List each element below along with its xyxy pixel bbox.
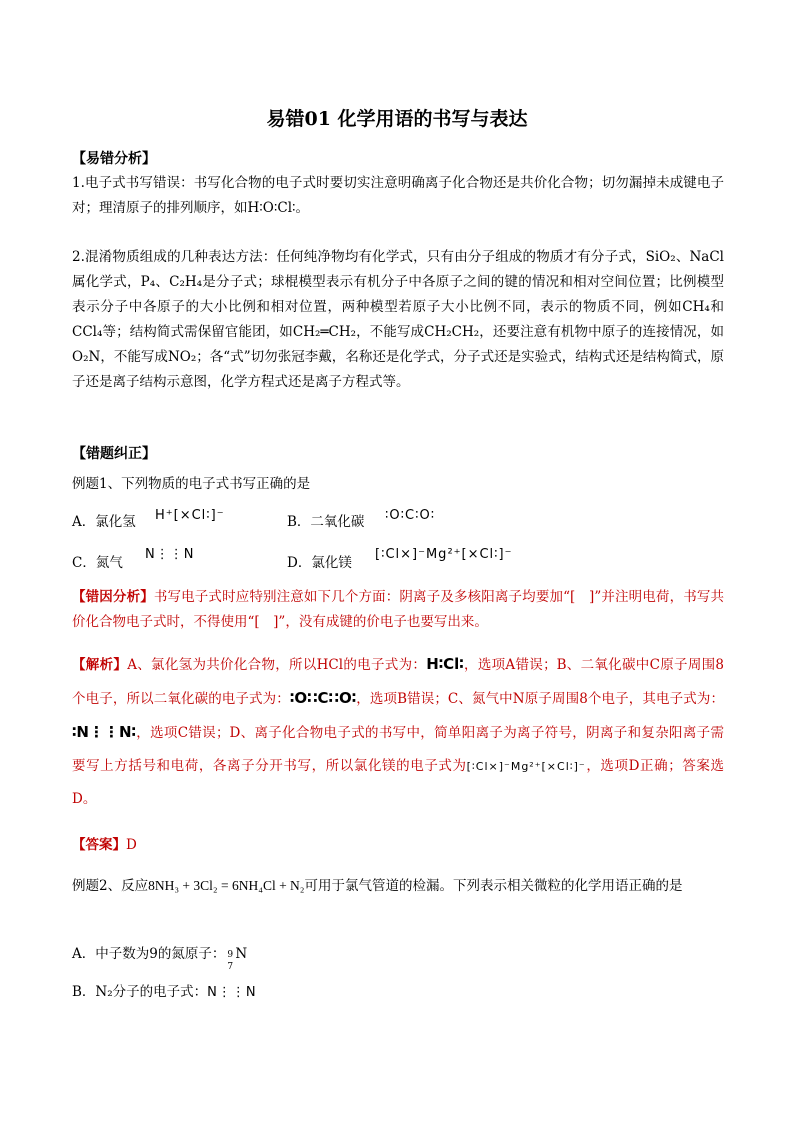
analysis-heading: 【易错分析】 bbox=[72, 151, 156, 167]
ex1-option-b-formula: ∶O∶C∶O∶ bbox=[385, 508, 436, 523]
ex1-option-a-formula: H⁺[×Cl∶]⁻ bbox=[155, 508, 225, 523]
ex1-option-b-label: B．二氧化碳 bbox=[287, 514, 365, 530]
ex2-option-a-label: A．中子数为9的氮原子： bbox=[72, 946, 226, 962]
ex2-option-b bbox=[72, 980, 257, 1000]
ex2-question-suffix: 可用于氯气管道的检漏。下列表示相关微粒的化学用语正确的是 bbox=[304, 878, 683, 894]
mass-number: 9 bbox=[227, 950, 234, 960]
answer-value: D bbox=[126, 837, 137, 853]
cause-text: 书写电子式时应特别注意如下几个方面：阴离子及多核阳离子均要加“[ ]”并注明电荷，书写共价化合物电子式时，不得使用“[ ]”，没有成键的价电子也要写出来。 bbox=[72, 589, 725, 630]
ex1-cause-analysis bbox=[72, 585, 724, 635]
ex1-option-c-label: C．氮气 bbox=[72, 555, 123, 571]
solution-text-3: ，选项B错误；C、氮气中N原子周围8个电子，其电子式为： bbox=[356, 691, 724, 707]
solution-text-2: ，选项A错误；B、二氧化碳中C原子周围8个电子，所以二氧化碳的电子式为： bbox=[72, 657, 725, 707]
correction-heading: 【错题纠正】 bbox=[72, 446, 156, 462]
ex1-option-d-label: D．氯化镁 bbox=[287, 555, 352, 571]
ex1-solution bbox=[72, 648, 724, 816]
ex2-option-a bbox=[72, 942, 248, 972]
solution-text-5: ，选项D正确；答案选D。 bbox=[72, 758, 724, 807]
example-1-question: 例题1、下列物质的电子式书写正确的是 bbox=[72, 476, 311, 492]
solution-mgcl2-formula: [∶Cl×]⁻Mg²⁺[×Cl∶]⁻ bbox=[466, 760, 586, 773]
ex1-option-d-formula: [∶Cl×]⁻Mg²⁺[×Cl∶]⁻ bbox=[375, 547, 513, 562]
ex1-option-c-formula: N⋮⋮N bbox=[145, 547, 195, 562]
solution-n2-formula: ∶N⋮⋮N∶ bbox=[72, 723, 136, 741]
ex1-option-a-label: A．氯化氢 bbox=[72, 514, 136, 530]
answer-tag: 【答案】 bbox=[72, 837, 126, 853]
solution-tag: 【解析】 bbox=[72, 657, 128, 673]
ex2-question-prefix: 例题2、反应 bbox=[72, 878, 149, 894]
cause-tag: 【错因分析】 bbox=[72, 589, 154, 605]
ex2-option-b-label: B．N₂分子的电子式： bbox=[72, 984, 208, 1000]
ex2-equation: 8NH₃ + 3Cl₂ = 6NH₄Cl + N₂ bbox=[148, 878, 305, 893]
solution-text-1: A、氯化氢为共价化合物，所以HCl的电子式为： bbox=[127, 657, 427, 673]
atomic-number: 7 bbox=[227, 962, 234, 972]
page-title: 易错01 化学用语的书写与表达 bbox=[266, 108, 528, 130]
analysis-paragraph-2: 2.混淆物质组成的几种表达方法：任何纯净物均有化学式，只有由分子组成的物质才有分子式，SiO₂、NaCl属化学式，P₄、C₂H₄是分子式；球棍模型表示有机分子中各原子之间的键的情况和相对空间位置；比例模型表示分子中各原子的大小比例和相对位置，两种模型若原子大小比例不同，表示的物质不同，例如CH₄和 CCl₄等；结构简式需保留官能团，如CH₂═CH₂，不能写成CH₂CH₂，还要注意有机物中原子的连接情况，如O₂N，不能写成NO₂；各“式”切勿张冠李戴，名称还是化学式，分子式还是实验式，结构式还是结构简式，原子还是离子结构示意图，化学方程式还是离子方程式等。 bbox=[72, 249, 724, 390]
ex2-option-b-formula: N⋮⋮N bbox=[207, 985, 257, 1000]
solution-co2-formula: ∶O∷C∷O∶ bbox=[289, 689, 357, 707]
example-2-question bbox=[72, 867, 724, 905]
element-symbol: N bbox=[235, 946, 248, 962]
solution-hcl-formula: H∶Cl∶ bbox=[426, 655, 464, 673]
analysis-paragraph-1: 1.电子式书写错误：书写化合物的电子式时要切实注意明确离子化合物还是共价化合物；切勿漏掉未成键电子对；理清原子的排列顺序，如H∶O∶Cl∶。 bbox=[72, 175, 724, 216]
ex1-answer bbox=[72, 833, 137, 853]
solution-text-4: ，选项C错误；D、离子化合物电子式的书写中，简单阳离子为离子符号，阴离子和复杂阳离子需要写上方括号和电荷，各离子分开书写，所以氯化镁的电子式为 bbox=[72, 725, 724, 774]
